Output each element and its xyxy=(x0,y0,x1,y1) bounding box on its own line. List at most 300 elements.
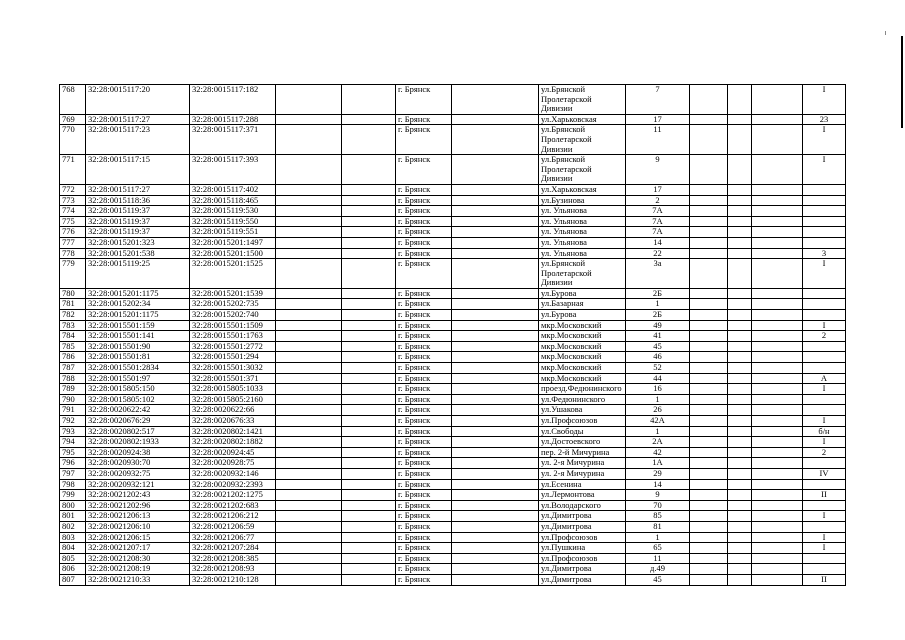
empty-cell xyxy=(752,320,803,331)
row-number-cell: 769 xyxy=(60,114,86,125)
row-number-cell: 794 xyxy=(60,437,86,448)
empty-cell xyxy=(452,437,539,448)
house-number-cell: 41 xyxy=(626,331,690,342)
empty-cell xyxy=(752,206,803,217)
empty-cell xyxy=(752,373,803,384)
row-number-cell: 784 xyxy=(60,331,86,342)
empty-cell xyxy=(452,184,539,195)
land-cadastral-number-cell: 32:28:0021202:96 xyxy=(86,500,190,511)
empty-cell xyxy=(728,521,752,532)
note-cell xyxy=(803,227,846,238)
row-number-cell: 796 xyxy=(60,458,86,469)
land-cadastral-number-cell: 32:28:0015201:323 xyxy=(86,237,190,248)
object-cadastral-number-cell: 32:28:0020928:75 xyxy=(190,458,276,469)
land-cadastral-number-cell: 32:28:0015805:102 xyxy=(86,394,190,405)
object-cadastral-number-cell: 32:28:0020676:33 xyxy=(190,416,276,427)
street-cell: ул.Лермонтова xyxy=(539,490,626,501)
land-cadastral-number-cell: 32:28:0015119:37 xyxy=(86,206,190,217)
empty-cell xyxy=(342,373,396,384)
empty-cell xyxy=(452,195,539,206)
street-cell: ул. 2-я Мичурина xyxy=(539,458,626,469)
empty-cell xyxy=(276,384,342,395)
empty-cell xyxy=(752,259,803,289)
house-number-cell: 9 xyxy=(626,490,690,501)
empty-cell xyxy=(276,447,342,458)
table-row xyxy=(60,237,846,248)
street-cell: ул.Димитрова xyxy=(539,564,626,575)
note-cell xyxy=(803,352,846,363)
row-number-cell: 787 xyxy=(60,363,86,374)
empty-cell xyxy=(342,352,396,363)
land-cadastral-number-cell: 32:28:0015117:27 xyxy=(86,184,190,195)
note-cell: I xyxy=(803,259,846,289)
object-cadastral-number-cell: 32:28:0020932:146 xyxy=(190,468,276,479)
empty-cell xyxy=(690,574,728,585)
row-number-cell: 774 xyxy=(60,206,86,217)
row-number-cell: 772 xyxy=(60,184,86,195)
empty-cell xyxy=(690,310,728,321)
table-row xyxy=(60,394,846,405)
empty-cell xyxy=(728,85,752,115)
register-table-body xyxy=(60,85,846,586)
object-cadastral-number-cell: 32:28:0021206:212 xyxy=(190,511,276,522)
city-cell: г. Брянск xyxy=(396,352,452,363)
street-cell: ул.Володарского xyxy=(539,500,626,511)
row-number-cell: 778 xyxy=(60,248,86,259)
empty-cell xyxy=(452,511,539,522)
house-number-cell: 45 xyxy=(626,574,690,585)
empty-cell xyxy=(752,574,803,585)
empty-cell xyxy=(276,320,342,331)
house-number-cell: 65 xyxy=(626,543,690,554)
row-number-cell: 776 xyxy=(60,227,86,238)
empty-cell xyxy=(728,405,752,416)
empty-cell xyxy=(752,500,803,511)
note-cell xyxy=(803,564,846,575)
table-row xyxy=(60,206,846,217)
empty-cell xyxy=(276,521,342,532)
house-number-cell: 11 xyxy=(626,125,690,155)
row-number-cell: 782 xyxy=(60,310,86,321)
street-cell: ул. Ульянова xyxy=(539,216,626,227)
house-number-cell: 2Б xyxy=(626,310,690,321)
land-cadastral-number-cell: 32:28:0021208:19 xyxy=(86,564,190,575)
note-cell xyxy=(803,237,846,248)
empty-cell xyxy=(452,553,539,564)
street-cell: ул.Достоевского xyxy=(539,437,626,448)
land-cadastral-number-cell: 32:28:0020924:38 xyxy=(86,447,190,458)
city-cell: г. Брянск xyxy=(396,564,452,575)
table-row xyxy=(60,184,846,195)
house-number-cell: 2А xyxy=(626,437,690,448)
note-cell xyxy=(803,206,846,217)
empty-cell xyxy=(452,114,539,125)
city-cell: г. Брянск xyxy=(396,458,452,469)
empty-cell xyxy=(752,479,803,490)
table-row xyxy=(60,125,846,155)
empty-cell xyxy=(452,310,539,321)
table-row xyxy=(60,468,846,479)
empty-cell xyxy=(728,155,752,185)
house-number-cell: 70 xyxy=(626,500,690,511)
house-number-cell: 7А xyxy=(626,206,690,217)
row-number-cell: 768 xyxy=(60,85,86,115)
note-cell xyxy=(803,521,846,532)
empty-cell xyxy=(752,184,803,195)
empty-cell xyxy=(276,490,342,501)
empty-cell xyxy=(752,564,803,575)
note-cell: 2 xyxy=(803,331,846,342)
object-cadastral-number-cell: 32:28:0015501:294 xyxy=(190,352,276,363)
land-cadastral-number-cell: 32:28:0020930:70 xyxy=(86,458,190,469)
empty-cell xyxy=(752,468,803,479)
empty-cell xyxy=(728,394,752,405)
empty-cell xyxy=(690,479,728,490)
street-cell: ул. Ульянова xyxy=(539,237,626,248)
empty-cell xyxy=(342,206,396,217)
land-cadastral-number-cell: 32:28:0015202:34 xyxy=(86,299,190,310)
row-number-cell: 773 xyxy=(60,195,86,206)
street-cell: ул.Свободы xyxy=(539,426,626,437)
land-cadastral-number-cell: 32:28:0021202:43 xyxy=(86,490,190,501)
empty-cell xyxy=(690,543,728,554)
object-cadastral-number-cell: 32:28:0020932:2393 xyxy=(190,479,276,490)
empty-cell xyxy=(276,416,342,427)
street-cell: ул.Профсоюзов xyxy=(539,532,626,543)
city-cell: г. Брянск xyxy=(396,310,452,321)
empty-cell xyxy=(342,216,396,227)
empty-cell xyxy=(752,490,803,501)
city-cell: г. Брянск xyxy=(396,447,452,458)
table-row xyxy=(60,384,846,395)
city-cell: г. Брянск xyxy=(396,479,452,490)
empty-cell xyxy=(276,352,342,363)
note-cell: II xyxy=(803,490,846,501)
street-cell: ул.Брянской Пролетарской Дивизии xyxy=(539,259,626,289)
note-cell: А xyxy=(803,373,846,384)
row-number-cell: 799 xyxy=(60,490,86,501)
note-cell xyxy=(803,288,846,299)
empty-cell xyxy=(728,352,752,363)
street-cell: ул.Пушкина xyxy=(539,543,626,554)
land-cadastral-number-cell: 32:28:0021207:17 xyxy=(86,543,190,554)
empty-cell xyxy=(728,373,752,384)
table-row xyxy=(60,331,846,342)
table-row xyxy=(60,426,846,437)
street-cell: ул.Харьковская xyxy=(539,114,626,125)
empty-cell xyxy=(342,511,396,522)
city-cell: г. Брянск xyxy=(396,405,452,416)
note-cell: I xyxy=(803,511,846,522)
empty-cell xyxy=(728,416,752,427)
row-number-cell: 781 xyxy=(60,299,86,310)
row-number-cell: 797 xyxy=(60,468,86,479)
empty-cell xyxy=(690,405,728,416)
note-cell xyxy=(803,310,846,321)
empty-cell xyxy=(276,206,342,217)
empty-cell xyxy=(690,85,728,115)
house-number-cell: 7А xyxy=(626,216,690,227)
empty-cell xyxy=(728,511,752,522)
empty-cell xyxy=(276,394,342,405)
street-cell: ул.Бузинова xyxy=(539,195,626,206)
table-row xyxy=(60,500,846,511)
empty-cell xyxy=(752,352,803,363)
empty-cell xyxy=(752,363,803,374)
house-number-cell: 7 xyxy=(626,85,690,115)
land-cadastral-number-cell: 32:28:0020802:517 xyxy=(86,426,190,437)
empty-cell xyxy=(752,521,803,532)
row-number-cell: 771 xyxy=(60,155,86,185)
empty-cell xyxy=(342,405,396,416)
land-cadastral-number-cell: 32:28:0015119:37 xyxy=(86,216,190,227)
empty-cell xyxy=(452,363,539,374)
city-cell: г. Брянск xyxy=(396,373,452,384)
empty-cell xyxy=(276,237,342,248)
empty-cell xyxy=(752,543,803,554)
city-cell: г. Брянск xyxy=(396,85,452,115)
land-cadastral-number-cell: 32:28:0015118:36 xyxy=(86,195,190,206)
empty-cell xyxy=(342,394,396,405)
object-cadastral-number-cell: 32:28:0015117:182 xyxy=(190,85,276,115)
row-number-cell: 798 xyxy=(60,479,86,490)
empty-cell xyxy=(690,248,728,259)
table-row xyxy=(60,521,846,532)
empty-cell xyxy=(690,416,728,427)
empty-cell xyxy=(690,195,728,206)
note-cell xyxy=(803,394,846,405)
note-cell xyxy=(803,299,846,310)
note-cell xyxy=(803,553,846,564)
empty-cell xyxy=(452,532,539,543)
empty-cell xyxy=(452,416,539,427)
empty-cell xyxy=(690,511,728,522)
empty-cell xyxy=(728,384,752,395)
object-cadastral-number-cell: 32:28:0021208:385 xyxy=(190,553,276,564)
row-number-cell: 806 xyxy=(60,564,86,575)
street-cell: мкр.Московский xyxy=(539,320,626,331)
street-cell: ул.Ушакова xyxy=(539,405,626,416)
empty-cell xyxy=(452,384,539,395)
note-cell: I xyxy=(803,85,846,115)
land-cadastral-number-cell: 32:28:0015501:2834 xyxy=(86,363,190,374)
city-cell: г. Брянск xyxy=(396,227,452,238)
table-row xyxy=(60,532,846,543)
empty-cell xyxy=(342,288,396,299)
object-cadastral-number-cell: 32:28:0015805:1033 xyxy=(190,384,276,395)
empty-cell xyxy=(752,299,803,310)
table-row xyxy=(60,320,846,331)
land-cadastral-number-cell: 32:28:0020932:121 xyxy=(86,479,190,490)
land-cadastral-number-cell: 32:28:0021206:15 xyxy=(86,532,190,543)
note-cell xyxy=(803,363,846,374)
empty-cell xyxy=(752,405,803,416)
empty-cell xyxy=(728,216,752,227)
note-cell xyxy=(803,458,846,469)
note-cell: I xyxy=(803,320,846,331)
empty-cell xyxy=(690,155,728,185)
empty-cell xyxy=(276,437,342,448)
house-number-cell: 42А xyxy=(626,416,690,427)
empty-cell xyxy=(452,227,539,238)
empty-cell xyxy=(752,195,803,206)
object-cadastral-number-cell: 32:28:0015201:1525 xyxy=(190,259,276,289)
empty-cell xyxy=(342,125,396,155)
empty-cell xyxy=(276,553,342,564)
empty-cell xyxy=(276,195,342,206)
table-row xyxy=(60,564,846,575)
city-cell: г. Брянск xyxy=(396,553,452,564)
table-row xyxy=(60,437,846,448)
note-cell: I xyxy=(803,543,846,554)
empty-cell xyxy=(690,320,728,331)
object-cadastral-number-cell: 32:28:0021206:77 xyxy=(190,532,276,543)
empty-cell xyxy=(728,553,752,564)
object-cadastral-number-cell: 32:28:0021207:284 xyxy=(190,543,276,554)
empty-cell xyxy=(276,155,342,185)
empty-cell xyxy=(752,288,803,299)
empty-cell xyxy=(342,310,396,321)
empty-cell xyxy=(752,447,803,458)
object-cadastral-number-cell: 32:28:0021208:93 xyxy=(190,564,276,575)
note-cell xyxy=(803,405,846,416)
empty-cell xyxy=(752,437,803,448)
table-row xyxy=(60,299,846,310)
table-row xyxy=(60,490,846,501)
land-cadastral-number-cell: 32:28:0015501:141 xyxy=(86,331,190,342)
street-cell: ул.Бурова xyxy=(539,288,626,299)
house-number-cell: 81 xyxy=(626,521,690,532)
city-cell: г. Брянск xyxy=(396,574,452,585)
empty-cell xyxy=(752,125,803,155)
note-cell: II xyxy=(803,574,846,585)
empty-cell xyxy=(342,363,396,374)
land-cadastral-number-cell: 32:28:0021206:10 xyxy=(86,521,190,532)
empty-cell xyxy=(276,125,342,155)
empty-cell xyxy=(752,416,803,427)
empty-cell xyxy=(452,125,539,155)
empty-cell xyxy=(276,331,342,342)
note-cell xyxy=(803,195,846,206)
house-number-cell: 2Б xyxy=(626,288,690,299)
table-row xyxy=(60,155,846,185)
land-cadastral-number-cell: 32:28:0015117:15 xyxy=(86,155,190,185)
house-number-cell: 26 xyxy=(626,405,690,416)
empty-cell xyxy=(690,426,728,437)
empty-cell xyxy=(452,206,539,217)
object-cadastral-number-cell: 32:28:0015117:288 xyxy=(190,114,276,125)
empty-cell xyxy=(276,543,342,554)
empty-cell xyxy=(342,248,396,259)
city-cell: г. Брянск xyxy=(396,114,452,125)
empty-cell xyxy=(452,259,539,289)
empty-cell xyxy=(276,363,342,374)
street-cell: ул. Ульянова xyxy=(539,227,626,238)
land-cadastral-number-cell: 32:28:0015117:27 xyxy=(86,114,190,125)
empty-cell xyxy=(452,394,539,405)
street-cell: ул.Харьковская xyxy=(539,184,626,195)
object-cadastral-number-cell: 32:28:0015119:550 xyxy=(190,216,276,227)
empty-cell xyxy=(342,331,396,342)
object-cadastral-number-cell: 32:28:0015118:465 xyxy=(190,195,276,206)
empty-cell xyxy=(728,299,752,310)
row-number-cell: 788 xyxy=(60,373,86,384)
city-cell: г. Брянск xyxy=(396,259,452,289)
row-number-cell: 800 xyxy=(60,500,86,511)
note-cell: 3 xyxy=(803,248,846,259)
row-number-cell: 785 xyxy=(60,341,86,352)
empty-cell xyxy=(452,331,539,342)
row-number-cell: 793 xyxy=(60,426,86,437)
row-number-cell: 807 xyxy=(60,574,86,585)
table-row xyxy=(60,288,846,299)
empty-cell xyxy=(752,216,803,227)
street-cell: ул.Брянской Пролетарской Дивизии xyxy=(539,155,626,185)
empty-cell xyxy=(728,227,752,238)
row-number-cell: 801 xyxy=(60,511,86,522)
object-cadastral-number-cell: 32:28:0015501:2772 xyxy=(190,341,276,352)
house-number-cell: 11 xyxy=(626,553,690,564)
empty-cell xyxy=(276,299,342,310)
empty-cell xyxy=(452,479,539,490)
empty-cell xyxy=(728,426,752,437)
empty-cell xyxy=(752,532,803,543)
house-number-cell: 22 xyxy=(626,248,690,259)
object-cadastral-number-cell: 32:28:0015117:402 xyxy=(190,184,276,195)
street-cell: ул.Бурова xyxy=(539,310,626,321)
row-number-cell: 780 xyxy=(60,288,86,299)
table-row xyxy=(60,114,846,125)
table-row xyxy=(60,511,846,522)
land-cadastral-number-cell: 32:28:0015501:90 xyxy=(86,341,190,352)
empty-cell xyxy=(728,184,752,195)
land-cadastral-number-cell: 32:28:0015201:1175 xyxy=(86,310,190,321)
land-cadastral-number-cell: 32:28:0015117:20 xyxy=(86,85,190,115)
object-cadastral-number-cell: 32:28:0015202:735 xyxy=(190,299,276,310)
empty-cell xyxy=(342,384,396,395)
empty-cell xyxy=(452,237,539,248)
house-number-cell: д.49 xyxy=(626,564,690,575)
object-cadastral-number-cell: 32:28:0021202:1275 xyxy=(190,490,276,501)
city-cell: г. Брянск xyxy=(396,320,452,331)
empty-cell xyxy=(342,341,396,352)
table-row xyxy=(60,216,846,227)
empty-cell xyxy=(728,490,752,501)
empty-cell xyxy=(342,85,396,115)
empty-cell xyxy=(342,437,396,448)
table-row xyxy=(60,458,846,469)
object-cadastral-number-cell: 32:28:0015501:1509 xyxy=(190,320,276,331)
row-number-cell: 783 xyxy=(60,320,86,331)
row-number-cell: 803 xyxy=(60,532,86,543)
city-cell: г. Брянск xyxy=(396,216,452,227)
city-cell: г. Брянск xyxy=(396,341,452,352)
house-number-cell: 7А xyxy=(626,227,690,238)
land-cadastral-number-cell: 32:28:0015501:81 xyxy=(86,352,190,363)
street-cell: мкр.Московский xyxy=(539,363,626,374)
empty-cell xyxy=(276,227,342,238)
table-row xyxy=(60,479,846,490)
table-row xyxy=(60,310,846,321)
row-number-cell: 790 xyxy=(60,394,86,405)
house-number-cell: 49 xyxy=(626,320,690,331)
object-cadastral-number-cell: 32:28:0015119:530 xyxy=(190,206,276,217)
empty-cell xyxy=(752,384,803,395)
empty-cell xyxy=(752,237,803,248)
empty-cell xyxy=(728,479,752,490)
empty-cell xyxy=(276,248,342,259)
empty-cell xyxy=(690,564,728,575)
